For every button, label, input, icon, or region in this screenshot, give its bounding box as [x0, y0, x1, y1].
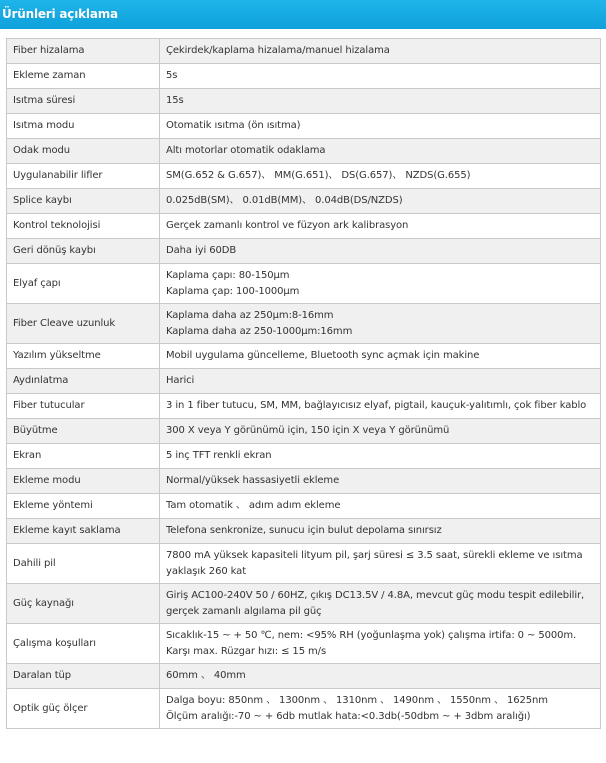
table-row [7, 664, 601, 689]
spec-value: 5 inç TFT renkli ekran [160, 444, 601, 469]
table-row [7, 394, 601, 419]
table-row [7, 89, 601, 114]
table-row [7, 419, 601, 444]
spec-value-line: 7800 mA yüksek kapasiteli lityum pil, şarj süresi ≤ 3.5 saat, sürekli ekleme ve ısıtma [166, 549, 583, 561]
spec-label: Geri dönüş kaybı [7, 239, 160, 264]
table-row [7, 544, 601, 584]
spec-value [160, 304, 601, 344]
table-row [7, 519, 601, 544]
spec-value: 15s [160, 89, 601, 114]
table-row [7, 494, 601, 519]
table-row [7, 239, 601, 264]
spec-label: Büyütme [7, 419, 160, 444]
spec-value: 5s [160, 64, 601, 89]
table-row [7, 189, 601, 214]
spec-value: SM(G.652 & G.657)、 MM(G.651)、 DS(G.657)、 NZDS(G.655) [160, 164, 601, 189]
table-row [7, 64, 601, 89]
spec-label: Fiber hizalama [7, 39, 160, 64]
spec-label: Ekleme kayıt saklama [7, 519, 160, 544]
spec-value: Normal/yüksek hassasiyetli ekleme [160, 469, 601, 494]
spec-value [160, 584, 601, 624]
spec-value: Otomatik ısıtma (ön ısıtma) [160, 114, 601, 139]
spec-value: Mobil uygulama güncelleme, Bluetooth sync açmak için makine [160, 344, 601, 369]
spec-value-line: Ölçüm aralığı:-70 ~ + 6db mutlak hata:<0.3db(-50dbm ~ + 3dbm aralığı) [166, 710, 531, 722]
spec-label: Elyaf çapı [7, 264, 160, 304]
spec-label: Kontrol teknolojisi [7, 214, 160, 239]
spec-label: Çalışma koşulları [7, 624, 160, 664]
spec-label: Isıtma modu [7, 114, 160, 139]
spec-value: Tam otomatik 、 adım adım ekleme [160, 494, 601, 519]
spec-value-line: yaklaşık 260 kat [166, 565, 247, 577]
spec-label: Isıtma süresi [7, 89, 160, 114]
table-row [7, 689, 601, 729]
spec-value: 300 X veya Y görünümü için, 150 için X veya Y görünümü [160, 419, 601, 444]
table-row [7, 139, 601, 164]
spec-label: Aydınlatma [7, 369, 160, 394]
table-row [7, 264, 601, 304]
spec-label: Ekleme yöntemi [7, 494, 160, 519]
table-row [7, 624, 601, 664]
spec-table-body [7, 39, 601, 729]
table-row [7, 444, 601, 469]
spec-value: Çekirdek/kaplama hizalama/manuel hizalama [160, 39, 601, 64]
spec-value: Harici [160, 369, 601, 394]
table-row [7, 344, 601, 369]
table-row [7, 369, 601, 394]
spec-label: Ekleme modu [7, 469, 160, 494]
spec-value: 0.025dB(SM)、 0.01dB(MM)、 0.04dB(DS/NZDS) [160, 189, 601, 214]
spec-label: Yazılım yükseltme [7, 344, 160, 369]
spec-value-line: Kaplama çap: 100-1000μm [166, 285, 300, 297]
spec-value-line: gerçek zamanlı algılama pil güç [166, 605, 322, 617]
spec-label: Splice kaybı [7, 189, 160, 214]
spec-value: Gerçek zamanlı kontrol ve füzyon ark kalibrasyon [160, 214, 601, 239]
spec-value: 60mm 、 40mm [160, 664, 601, 689]
spec-label: Ekleme zaman [7, 64, 160, 89]
spec-label: Ekran [7, 444, 160, 469]
spec-value: Altı motorlar otomatik odaklama [160, 139, 601, 164]
spec-table [6, 38, 601, 729]
spec-label: Fiber Cleave uzunluk [7, 304, 160, 344]
spec-value-line: Dalga boyu: 850nm 、 1300nm 、 1310nm 、 1490nm 、 1550nm 、 1625nm [166, 694, 548, 706]
spec-value [160, 624, 601, 664]
spec-label: Optik güç ölçer [7, 689, 160, 729]
spec-value [160, 264, 601, 304]
spec-label: Fiber tutucular [7, 394, 160, 419]
spec-value-line: Kaplama çapı: 80-150μm [166, 269, 290, 281]
table-row [7, 214, 601, 239]
spec-label: Güç kaynağı [7, 584, 160, 624]
table-row [7, 164, 601, 189]
section-title: Ürünleri açıklama [0, 0, 606, 29]
table-row [7, 584, 601, 624]
spec-label: Dahili pil [7, 544, 160, 584]
spec-value: Daha iyi 60DB [160, 239, 601, 264]
table-row [7, 304, 601, 344]
spec-value-line: Kaplama daha az 250μm:8-16mm [166, 309, 334, 321]
table-row [7, 39, 601, 64]
spec-value-line: Karşı max. Rüzgar hızı: ≤ 15 m/s [166, 645, 327, 657]
spec-label: Odak modu [7, 139, 160, 164]
table-row [7, 114, 601, 139]
spec-value-line: Kaplama daha az 250-1000μm:16mm [166, 325, 353, 337]
table-row [7, 469, 601, 494]
spec-value: Telefona senkronize, sunucu için bulut depolama sınırsız [160, 519, 601, 544]
spec-value-line: Giriş AC100-240V 50 / 60HZ, çıkış DC13.5V / 4.8A, mevcut güç modu tespit edilebilir, [166, 589, 585, 601]
spec-value [160, 689, 601, 729]
spec-value: 3 in 1 fiber tutucu, SM, MM, bağlayıcısız elyaf, pigtail, kauçuk-yalıtımlı, çok fiber kablo [160, 394, 601, 419]
spec-label: Uygulanabilir lifler [7, 164, 160, 189]
spec-value [160, 544, 601, 584]
spec-label: Daralan tüp [7, 664, 160, 689]
spec-value-line: Sıcaklık-15 ~ + 50 ℃, nem: <95% RH (yoğunlaşma yok) çalışma irtifa: 0 ~ 5000m. [166, 629, 577, 641]
